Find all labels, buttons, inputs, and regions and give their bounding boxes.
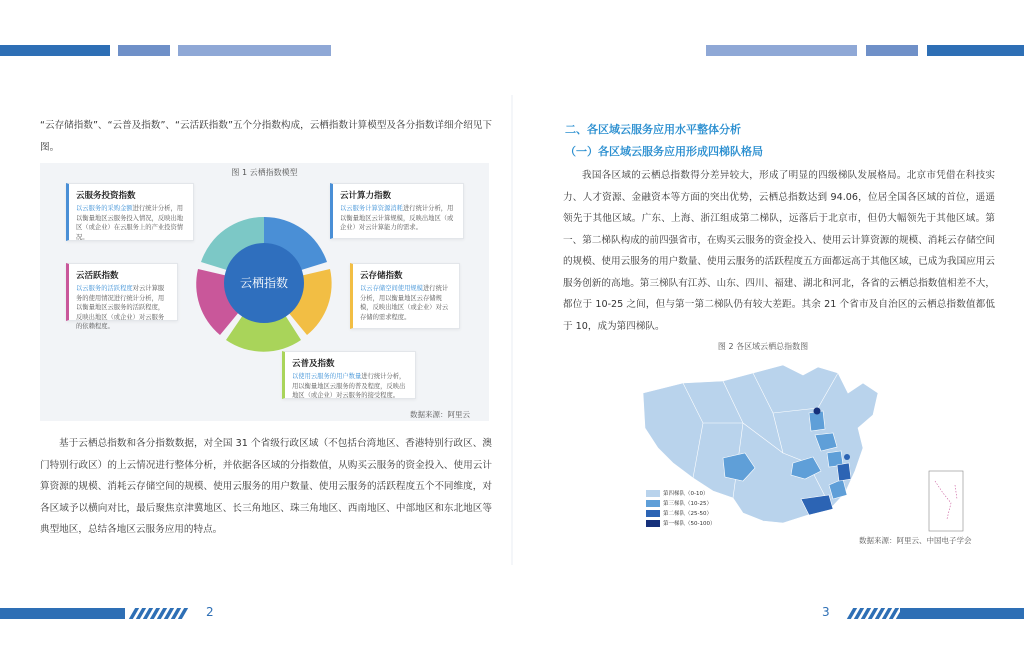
footer-bar <box>0 608 125 619</box>
card-compute-index <box>330 183 464 239</box>
card-title: 云普及指数 <box>292 359 335 369</box>
index-model-figure <box>40 163 489 421</box>
card-text: 以云服务的活跃程度对云计算服务的使用情况进行统计分析，用以衡量地区云服务的活跃程度，反映出地区（或企业）对云服务的依赖程度。 <box>76 285 165 330</box>
card-title: 云服务投资指数 <box>76 191 136 201</box>
map-source: 数据来源：阿里云、中国电子学会 <box>859 536 972 545</box>
map-title: 图 2 各区域云栖总指数图 <box>717 342 809 351</box>
ring-center-label: 云栖指数 <box>239 276 289 290</box>
header-bar <box>178 45 331 56</box>
footer-slashes <box>850 608 903 619</box>
page-number-left: 2 <box>206 605 214 619</box>
card-title: 云计算力指数 <box>340 191 392 201</box>
legend-item: 第二梯队（25-50） <box>646 509 715 517</box>
card-investment-index <box>66 183 194 241</box>
body-paragraph: 基于云栖总指数和各分指数数据，对全国 31 个省级行政区域（不包括台湾地区、香港特别行政区、澳门特别行政区）的上云情况进行整体分析，并依据各区域的分指数值，从购买云服务的资金投入、使用云计算资源的规模、消耗云存储空间的规模、使用云服务的用户数量、使用云服务的活跃程度五个不同维度，对各区域予以横向对比，最后聚焦京津冀地区、长三角地区、珠三角地区、西南地区、中部地区和东北地区等典型地区，总结各地区云服务应用的特点。 <box>40 438 492 535</box>
page-number-right: 3 <box>822 605 830 619</box>
figure-source: 数据来源：阿里云 <box>410 410 470 419</box>
map-region-tier1 <box>814 408 821 415</box>
card-activity-index <box>66 263 178 330</box>
legend-item: 第三梯队（10-25） <box>646 499 715 507</box>
map-region-tier2 <box>844 454 850 460</box>
card-text: 以云服务计算资源消耗进行统计分析，用以衡量地区云计算规模，反映出地区（或企业）对云计算能力的需求。 <box>340 205 454 231</box>
header-bar <box>0 45 110 56</box>
header-bar <box>866 45 918 56</box>
right-page <box>513 95 1024 565</box>
analysis-paragraph: 我国各区域的云栖总指数得分差异较大，形成了明显的四级梯队发展格局。北京市凭借在科技实力、人才资源、金融资本等方面的突出优势，云栖总指数达到 94.06，位居全国各区域的首位，遥遥领先于其他区域。广东、上海、浙江组成第二梯队，远落后于北京市，但仍大幅领先于其他区域。第一、第二梯队构成的前四强省市，在购买云服务的资金投入、使用云计算资源的规模、消耗云存储空间的规模、使用云服务的用户数量、使用云服务的活跃程度五方面都远高于其他区域，已成为我国应用云服务创新的高地。第三梯队有江苏、山东、四川、福建、湖北和河北，各省的云栖总指数值相差不大，都位于 10-25 之间，但与第一第二梯队仍有较大差距。其余 21 个省市及自治区的云栖总指数值都低于 10，成为第四梯队。 <box>563 170 995 332</box>
intro-paragraph: “云存储指数”、“云普及指数”、“云活跃指数”五个分指数构成，云栖指数计算模型及各分指数详细介绍见下图。 <box>40 120 492 153</box>
legend-item: 第一梯队（50-100） <box>646 519 715 527</box>
card-title: 云活跃指数 <box>76 271 119 281</box>
footer-bar <box>900 608 1024 619</box>
map-region-tier2 <box>837 463 851 481</box>
card-text: 以云服务的采购金额进行统计分析，用以衡量地区云服务投入情况，反映出地区（或企业）在云服务上的产业投资情况。 <box>76 205 184 241</box>
header-bar <box>706 45 857 56</box>
left-page <box>0 95 511 565</box>
footer-band <box>0 565 1024 663</box>
legend-item: 第四梯队（0-10） <box>646 489 715 497</box>
figure-title: 图 1 云栖指数模型 <box>231 168 298 177</box>
map-inset-frame <box>929 471 963 531</box>
card-penetration-index <box>282 351 416 399</box>
map-legend <box>646 489 715 529</box>
subsection-heading: （一）各区域云服务应用形成四梯队格局 <box>565 145 763 158</box>
header-bar <box>118 45 170 56</box>
card-title: 云存储指数 <box>360 271 403 281</box>
card-text: 以使用云服务的用户数量进行统计分析，用以衡量地区云服务的普及程度，反映出地区（或企业）对云服务的接受程度。 <box>292 373 406 399</box>
footer-slashes <box>132 608 185 619</box>
section-heading: 二、各区域云服务应用水平整体分析 <box>565 123 741 136</box>
header-band <box>0 0 1024 95</box>
card-text: 以云存储空间使用规模进行统计分析，用以衡量地区云存储规模，反映出地区（或企业）对云存储的需求程度。 <box>360 285 449 321</box>
header-bar <box>927 45 1024 56</box>
card-storage-index <box>350 263 460 329</box>
